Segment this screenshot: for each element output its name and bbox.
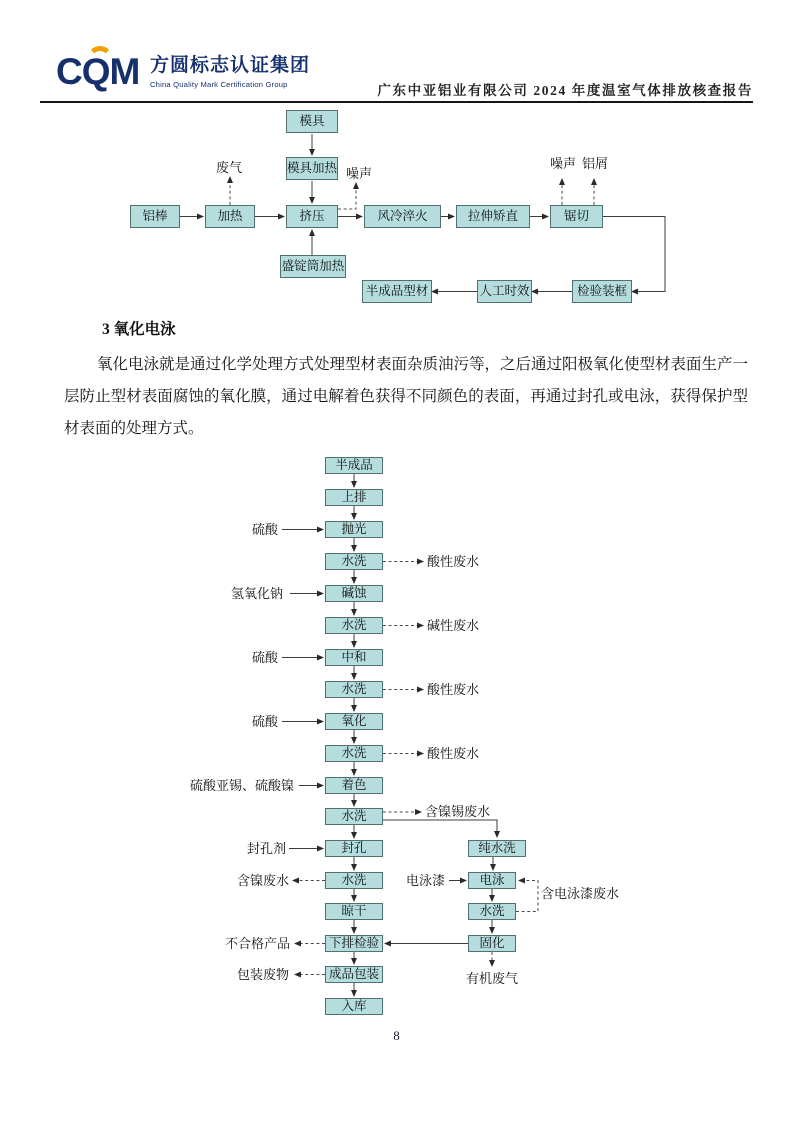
flow2-node-coloring: 着色 [325, 777, 383, 794]
flow2-node-racking: 上排 [325, 489, 383, 506]
flow2-node-rinse-7: 水洗 [468, 903, 516, 920]
oxidation-electrophoresis-flowchart [185, 450, 625, 1025]
flow2-input-sulfuric-acid-1: 硫酸 [252, 522, 279, 537]
flow2-node-unrack-inspect: 下排检验 [325, 935, 383, 952]
flow1-label-waste-gas: 废气 [216, 160, 243, 175]
flow1-label-noise-extrusion: 噪声 [346, 166, 373, 181]
flow2-node-rinse-2: 水洗 [325, 617, 383, 634]
flow2-node-rinse-4: 水洗 [325, 745, 383, 762]
flow1-node-sawing: 锯切 [550, 205, 603, 228]
flow1-node-stretch-straighten: 拉伸矫直 [456, 205, 530, 228]
flow2-node-oxidation: 氧化 [325, 713, 383, 730]
flow2-input-electrophoresis-paint: 电泳漆 [406, 873, 446, 888]
cqm-brand-en: China Quality Mark Certification Group [150, 80, 288, 89]
flow2-input-sulfuric-acid-3: 硫酸 [252, 714, 279, 729]
flow1-node-semi-profile: 半成品型材 [362, 280, 432, 303]
document-title: 广东中亚铝业有限公司 2024 年度温室气体排放核查报告 [377, 83, 753, 98]
flow1-node-artificial-aging: 人工时效 [477, 280, 532, 303]
page-number: 8 [393, 1028, 400, 1043]
flow1-node-aluminum-rod: 铝棒 [130, 205, 180, 228]
flow2-node-packaging: 成品包装 [325, 966, 383, 983]
flow2-node-rinse-3: 水洗 [325, 681, 383, 698]
flow2-node-polishing: 抛光 [325, 521, 383, 538]
flow2-node-rinse-6: 水洗 [325, 872, 383, 889]
flow1-node-mold-heating: 模具加热 [286, 157, 338, 180]
cqm-brand-cn: 方圆标志认证集团 [150, 55, 311, 76]
flow2-output-alkaline-wastewater: 碱性废水 [427, 618, 480, 633]
flow2-node-warehousing: 入库 [325, 998, 383, 1015]
cqm-brand-text [150, 50, 310, 89]
flow1-node-extrusion: 挤压 [286, 205, 338, 228]
flow2-output-ep-paint-wastewater: 含电泳漆废水 [541, 886, 620, 901]
flow2-output-nickel-wastewater: 含镍废水 [237, 873, 290, 888]
flow2-output-acidic-wastewater-1: 酸性废水 [427, 554, 480, 569]
cqm-acronym: CQM [56, 51, 140, 92]
flow1-node-air-quench: 风冷淬火 [364, 205, 441, 228]
flow2-node-curing: 固化 [468, 935, 516, 952]
header-rule [40, 101, 753, 103]
flow2-node-sealing: 封孔 [325, 840, 383, 857]
extrusion-flowchart [110, 105, 680, 315]
flow1-label-noise-sawing: 噪声 [550, 156, 577, 171]
flow1-node-ingot-container-heating: 盛锭筒加热 [280, 255, 346, 278]
flow1-label-aluminum-scrap: 铝屑 [582, 156, 609, 171]
flow2-output-acidic-wastewater-2: 酸性废水 [427, 682, 480, 697]
flow2-input-sodium-hydroxide: 氢氧化钠 [231, 586, 284, 601]
flow2-node-rinse-5: 水洗 [325, 808, 383, 825]
flow2-output-organic-waste-gas: 有机废气 [466, 971, 519, 986]
flow2-node-semi-product: 半成品 [325, 457, 383, 474]
flow2-node-alkali-etch: 碱蚀 [325, 585, 383, 602]
flow2-input-sealing-agent: 封孔剂 [247, 841, 287, 856]
flow2-output-packaging-waste: 包装废物 [237, 967, 290, 982]
flow2-output-nickel-tin-wastewater: 含镍锡废水 [425, 804, 491, 819]
section-heading: 3 氧化电泳 [102, 321, 176, 338]
flow2-input-sulfuric-acid-2: 硫酸 [252, 650, 279, 665]
flow2-output-acidic-wastewater-3: 酸性废水 [427, 746, 480, 761]
flow1-node-heating: 加热 [205, 205, 255, 228]
flow2-node-rinse-1: 水洗 [325, 553, 383, 570]
flow2-output-rejects: 不合格产品 [225, 936, 291, 951]
flow2-node-air-dry: 晾干 [325, 903, 383, 920]
section-paragraph: 氧化电泳就是通过化学处理方式处理型材表面杂质油污等，之后通过阳极氧化使型材表面生产一层防止型材表面腐蚀的氧化膜，通过电解着色获得不同颜色的表面，再通过封孔或电泳，获得保护型材表面的处理方式。 [64, 356, 749, 437]
flow1-node-inspect-framing: 检验装框 [572, 280, 632, 303]
flow2-node-pure-rinse: 纯水洗 [468, 840, 526, 857]
flow1-node-mold: 模具 [286, 110, 338, 133]
flow2-node-electrophoresis: 电泳 [468, 872, 516, 889]
flow2-node-neutralize: 中和 [325, 649, 383, 666]
flow2-input-stannous-nickel-sulfate: 硫酸亚锡、硫酸镍 [190, 778, 295, 793]
